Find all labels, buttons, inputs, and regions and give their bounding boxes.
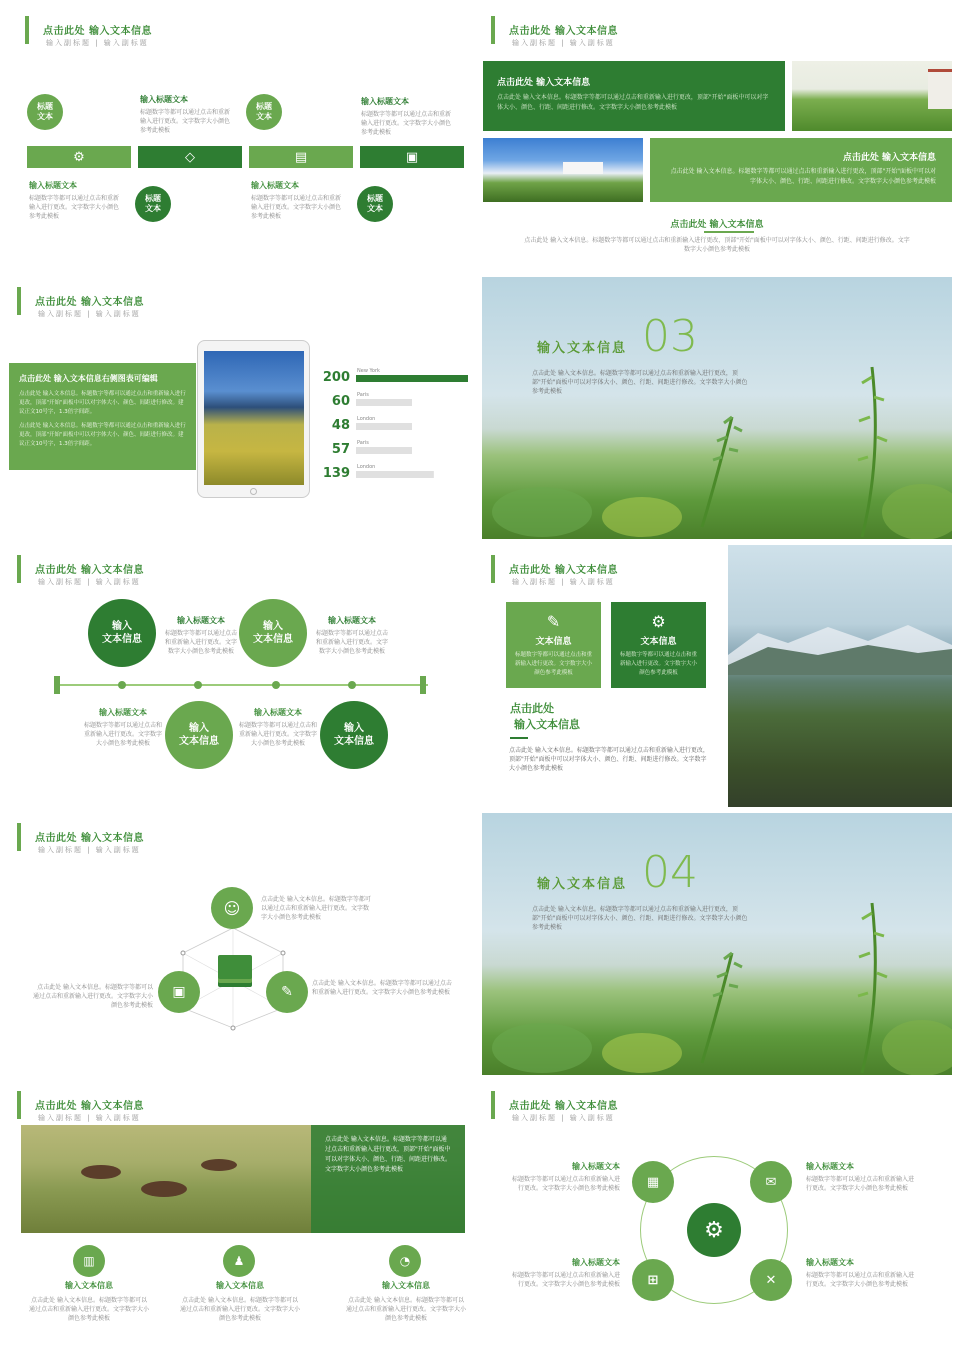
tablet-device <box>197 340 310 498</box>
step-heading: 输入标题文本 <box>251 181 299 190</box>
step-heading: 输入标题文本 <box>29 181 77 190</box>
step-bar-2 <box>138 146 242 168</box>
header-accent-bar <box>17 287 21 315</box>
milestone-heading: 输入标题文本 <box>99 708 147 717</box>
bar-value-label: 200 <box>322 370 350 385</box>
milestone-desc: 标题数字等都可以通过点击和重新输入进行更改。文字数字大小颜色参考此模板 <box>315 630 388 655</box>
big-title-2: 输入文本信息 <box>514 718 580 731</box>
crop-icon: ⊞ <box>632 1259 674 1301</box>
info-box-2 <box>650 138 952 202</box>
slide-title: 点击此处 输入文本信息 <box>509 1101 618 1112</box>
overlay-panel <box>311 1125 465 1233</box>
card-title: 文本信息 <box>535 637 572 647</box>
panel-title: 点击此处 输入文本信息右侧图表可编辑 <box>19 374 158 383</box>
slide-8 <box>482 813 952 1075</box>
quad-desc: 标题数字等都可以通过点击和重新输入进行更改。文字数字大小颜色参考此模板 <box>511 1272 620 1288</box>
item-title: 输入文本信息 <box>382 1281 430 1290</box>
slide-9 <box>8 1081 478 1343</box>
step-desc: 标题数字等都可以通过点击和重新输入进行更改。文字数字大小颜色参考此模板 <box>140 109 231 134</box>
bar-value-label: 48 <box>331 418 350 433</box>
slide-6 <box>482 545 952 807</box>
chart-icon: ▦ <box>632 1161 674 1203</box>
section-title: 输入文本信息 <box>537 877 628 892</box>
section-number: 04 <box>642 847 698 898</box>
slide-title: 点击此处 输入文本信息 <box>35 1101 144 1112</box>
document-icon: ▤ <box>294 149 308 165</box>
milestone-text-4 <box>238 707 318 748</box>
quad-text-bl <box>510 1257 620 1289</box>
quad-text-tl <box>510 1161 620 1193</box>
barn-shape <box>928 69 952 109</box>
money-icon: ▣ <box>405 149 419 165</box>
milestone-circle-3: 输入 文本信息 <box>165 701 233 769</box>
section-number: 03 <box>642 311 698 362</box>
info-box-title: 点击此处 输入文本信息 <box>842 153 936 163</box>
milestone-text-1 <box>163 615 239 656</box>
quad-heading: 输入标题文本 <box>806 1162 854 1171</box>
item-desc: 点击此处 输入文本信息。标题数字等都可以通过点击和重新输入进行更改。文字数字大小颜色参考此模板 <box>346 1297 467 1322</box>
header-accent-bar <box>491 555 495 583</box>
bar-value-label: 57 <box>331 442 350 457</box>
bar-fill <box>356 471 434 478</box>
bar-category-label: London <box>357 416 376 422</box>
bar-chart <box>320 367 470 487</box>
slide-subtitle: 输入副标题 | 输入副标题 <box>512 1114 615 1122</box>
step-bar-3 <box>249 146 353 168</box>
step-heading: 输入标题文本 <box>140 95 188 104</box>
slide-title: 点击此处 输入文本信息 <box>43 26 152 37</box>
building-icon: ▥ <box>73 1245 105 1277</box>
bar-value-label: 139 <box>322 466 350 481</box>
slide-subtitle: 输入副标题 | 输入副标题 <box>38 578 141 586</box>
photo-field-barn <box>792 61 952 131</box>
slide-subtitle: 输入副标题 | 输入副标题 <box>512 578 615 586</box>
bar-fill <box>356 447 388 454</box>
timeline-line <box>58 684 428 686</box>
network-icon: ♟ <box>223 1245 255 1277</box>
quad-heading: 输入标题文本 <box>806 1258 854 1267</box>
step-text-2 <box>140 94 230 135</box>
gauge-icon: ◔ <box>389 1245 421 1277</box>
card-title: 文本信息 <box>640 637 677 647</box>
step-text-4 <box>361 96 451 137</box>
milestone-heading: 输入标题文本 <box>177 616 225 625</box>
bottom-title: 点击此处 输入文本信息 <box>670 220 764 230</box>
slide-title: 点击此处 输入文本信息 <box>35 565 144 576</box>
quad-text-tr <box>806 1161 916 1193</box>
milestone-circle-2: 输入 文本信息 <box>239 599 307 667</box>
node-text-top: 点击此处 输入文本信息。标题数字等都可以通过点击和重新输入进行更改。文字数字大小颜色参考此模板 <box>261 896 371 921</box>
milestone-text-3 <box>83 707 163 748</box>
card-desc: 标题数字等都可以通过点击和重新输入进行更改。文字数字大小颜色参考此模板 <box>514 652 592 676</box>
step-bar-1 <box>27 146 131 168</box>
bottom-title-underline <box>704 231 754 233</box>
idea-head-icon: ☺ <box>211 887 253 929</box>
timeline-cap-right <box>420 676 426 694</box>
feature-item-3 <box>346 1280 466 1323</box>
plant-illustration <box>482 277 952 539</box>
section-desc: 点击此处 输入文本信息。标题数字等都可以通过点击和重新输入进行更改，顶部"开始"面板中可以对字体大小、颜色、行距、间距进行修改。文字数字大小颜色参考此模板 <box>532 370 748 395</box>
gear-icon: ⚙ <box>651 612 666 631</box>
panel-paragraph-1: 点击此处 输入文本信息。标题数字等都可以通过点击和重新输入进行更改，顶部"开始"面板中可以对字体大小、颜色、间距进行修改。建议正文10号字，1.3倍字间距。 <box>19 391 186 415</box>
slide-subtitle: 输入副标题 | 输入副标题 <box>38 846 141 854</box>
step-bar-4 <box>360 146 464 168</box>
feature-card-2 <box>611 602 706 688</box>
gear-icon: ⚙ <box>73 149 85 165</box>
milestone-heading: 输入标题文本 <box>254 708 302 717</box>
timeline-dot <box>272 681 280 689</box>
feature-item-1 <box>29 1280 149 1323</box>
quad-heading: 输入标题文本 <box>572 1162 620 1171</box>
quad-desc: 标题数字等都可以通过点击和重新输入进行更改。文字数字大小颜色参考此模板 <box>511 1176 620 1192</box>
feature-item-2 <box>180 1280 300 1323</box>
label-circle-1: 标题 文本 <box>27 94 63 130</box>
info-box-desc: 点击此处 输入文本信息。标题数字等都可以通过点击和重新输入进行更改，顶部"开始"面板中可以对字体大小、颜色、行距、间距进行修改。文字数字大小颜色参考此模板 <box>497 94 769 111</box>
header-accent-bar <box>17 1091 21 1119</box>
timeline-dot <box>348 681 356 689</box>
header-accent-bar <box>491 1091 495 1119</box>
bottom-desc: 点击此处 输入文本信息。标题数字等都可以通过点击和重新输入进行更改，顶部"开始"面板中可以对字体大小、颜色、行距、间距进行修改。文字数字大小颜色参考此模板 <box>524 237 910 253</box>
milestone-circle-1: 输入 文本信息 <box>88 599 156 667</box>
bar-category-label: New York <box>357 368 380 374</box>
node-text-right: 点击此处 输入文本信息。标题数字等都可以通过点击和重新输入进行更改。文字数字大小颜色参考此模板 <box>312 980 452 996</box>
step-heading: 输入标题文本 <box>361 97 409 106</box>
header-accent-bar <box>25 16 29 44</box>
info-box-desc: 点击此处 输入文本信息。标题数字等都可以通过点击和重新输入进行更改，顶部"开始"面板中可以对字体大小、颜色、行距、间距进行修改。文字数字大小颜色参考此模板 <box>670 168 936 185</box>
step-text-3 <box>251 180 341 221</box>
bar-fill <box>356 423 383 430</box>
slide-subtitle: 输入副标题 | 输入副标题 <box>38 310 141 318</box>
mound-shape <box>201 1159 237 1171</box>
header-accent-bar <box>491 16 495 44</box>
slide-title: 点击此处 输入文本信息 <box>35 297 144 308</box>
photo-mountain <box>728 545 952 807</box>
slide-1 <box>8 6 478 268</box>
label-circle-4: 标题 文本 <box>357 186 393 222</box>
milestone-desc: 标题数字等都可以通过点击和重新输入进行更改。文字数字大小颜色参考此模板 <box>238 722 317 747</box>
step-desc: 标题数字等都可以通过点击和重新输入进行更改。文字数字大小颜色参考此模板 <box>251 195 342 220</box>
slide-title: 点击此处 输入文本信息 <box>509 26 618 37</box>
slide-subtitle: 输入副标题 | 输入副标题 <box>38 1114 141 1122</box>
bar-category-label: Paris <box>357 440 369 446</box>
info-box-title: 点击此处 输入文本信息 <box>497 78 591 88</box>
writing-icon: ✎ <box>266 971 308 1013</box>
item-desc: 点击此处 输入文本信息。标题数字等都可以通过点击和重新输入进行更改。文字数字大小颜色参考此模板 <box>180 1297 301 1322</box>
header-accent-bar <box>17 823 21 851</box>
node-text-left: 点击此处 输入文本信息。标题数字等都可以通过点击和重新输入进行更改。文字数字大小颜色参考此模板 <box>33 984 154 1009</box>
chat-icon: ✎ <box>546 612 561 631</box>
slide-subtitle: 输入副标题 | 输入副标题 <box>512 39 615 47</box>
tablet-screen <box>204 351 304 485</box>
step-desc: 标题数字等都可以通过点击和重新输入进行更改。文字数字大小颜色参考此模板 <box>29 195 120 220</box>
section-title: 输入文本信息 <box>537 341 628 356</box>
quad-desc: 标题数字等都可以通过点击和重新输入进行更改。文字数字大小颜色参考此模板 <box>806 1176 915 1192</box>
label-circle-2: 标题 文本 <box>135 186 171 222</box>
bar-fill <box>356 375 468 382</box>
milestone-text-2 <box>314 615 390 656</box>
section-desc: 点击此处 输入文本信息。标题数字等都可以通过点击和重新输入进行更改，顶部"开始"面板中可以对字体大小、颜色、行距、间距进行修改。文字数字大小颜色参考此模板 <box>509 747 709 772</box>
quad-desc: 标题数字等都可以通过点击和重新输入进行更改。文字数字大小颜色参考此模板 <box>806 1272 915 1288</box>
mound-shape <box>141 1181 187 1197</box>
item-title: 输入文本信息 <box>216 1281 264 1290</box>
text-panel <box>9 363 196 470</box>
center-gear-icon: ⚙ <box>687 1203 741 1257</box>
panel-paragraph-2: 点击此处 输入文本信息。标题数字等都可以通过点击和重新输入进行更改，顶部"开始"面板中可以对字体大小、颜色、间距进行修改。建议正文10号字，1.3倍字间距。 <box>19 423 186 447</box>
slide-2 <box>482 6 952 268</box>
plant-illustration <box>482 813 952 1075</box>
milestone-desc: 标题数字等都可以通过点击和重新输入进行更改。文字数字大小颜色参考此模板 <box>164 630 237 655</box>
slide-title: 点击此处 输入文本信息 <box>35 833 144 844</box>
slide-title: 点击此处 输入文本信息 <box>509 565 618 576</box>
section-desc: 点击此处 输入文本信息。标题数字等都可以通过点击和重新输入进行更改，顶部"开始"面板中可以对字体大小、颜色、行距、间距进行修改。文字数字大小颜色参考此模板 <box>532 906 748 931</box>
overlay-text: 点击此处 输入文本信息。标题数字等都可以通过点击和重新输入进行更改，顶部"开始"面板中可以对字体大小、颜色、行距、间距进行修改。文字数字大小颜色参考此模板 <box>325 1136 452 1173</box>
card-desc: 标题数字等都可以通过点击和重新输入进行更改。文字数字大小颜色参考此模板 <box>619 652 697 676</box>
item-desc: 点击此处 输入文本信息。标题数字等都可以通过点击和重新输入进行更改。文字数字大小颜色参考此模板 <box>29 1297 150 1322</box>
quad-heading: 输入标题文本 <box>572 1258 620 1267</box>
milestone-desc: 标题数字等都可以通过点击和重新输入进行更改。文字数字大小颜色参考此模板 <box>83 722 162 747</box>
tablet-home-button <box>250 488 257 495</box>
bar-value-label: 60 <box>331 394 350 409</box>
diamond-icon: ◇ <box>185 149 195 165</box>
feature-card-1 <box>506 602 601 688</box>
house-shape <box>563 162 603 174</box>
slide-10 <box>482 1081 952 1343</box>
timeline-dot <box>118 681 126 689</box>
big-title-1: 点击此处 <box>510 702 554 715</box>
document-user-icon: ▣ <box>158 971 200 1013</box>
step-desc: 标题数字等都可以通过点击和重新输入进行更改。文字数字大小颜色参考此模板 <box>361 111 452 136</box>
photo-farmhouse <box>483 138 643 202</box>
mountain-shape <box>728 615 952 675</box>
timeline-cap-left <box>54 676 60 694</box>
slide-4 <box>482 277 952 539</box>
title-underline <box>510 737 528 739</box>
label-circle-3: 标题 文本 <box>246 94 282 130</box>
info-box-1 <box>483 61 785 131</box>
milestone-circle-4: 输入 文本信息 <box>320 701 388 769</box>
milestone-heading: 输入标题文本 <box>328 616 376 625</box>
bar-fill <box>356 399 390 406</box>
quad-text-br <box>806 1257 916 1289</box>
slide-3 <box>8 277 478 539</box>
slide-7 <box>8 813 478 1075</box>
bar-category-label: Paris <box>357 392 369 398</box>
slide-subtitle: 输入副标题 | 输入副标题 <box>46 39 149 47</box>
bar-category-label: London <box>357 464 376 470</box>
slide-5 <box>8 545 478 807</box>
timeline-dot <box>194 681 202 689</box>
chat-icon: ✉ <box>750 1161 792 1203</box>
step-text-1 <box>29 180 119 221</box>
header-accent-bar <box>17 555 21 583</box>
item-title: 输入文本信息 <box>65 1281 113 1290</box>
tools-icon: ✕ <box>750 1259 792 1301</box>
books-icon <box>218 955 252 979</box>
mound-shape <box>81 1165 121 1179</box>
